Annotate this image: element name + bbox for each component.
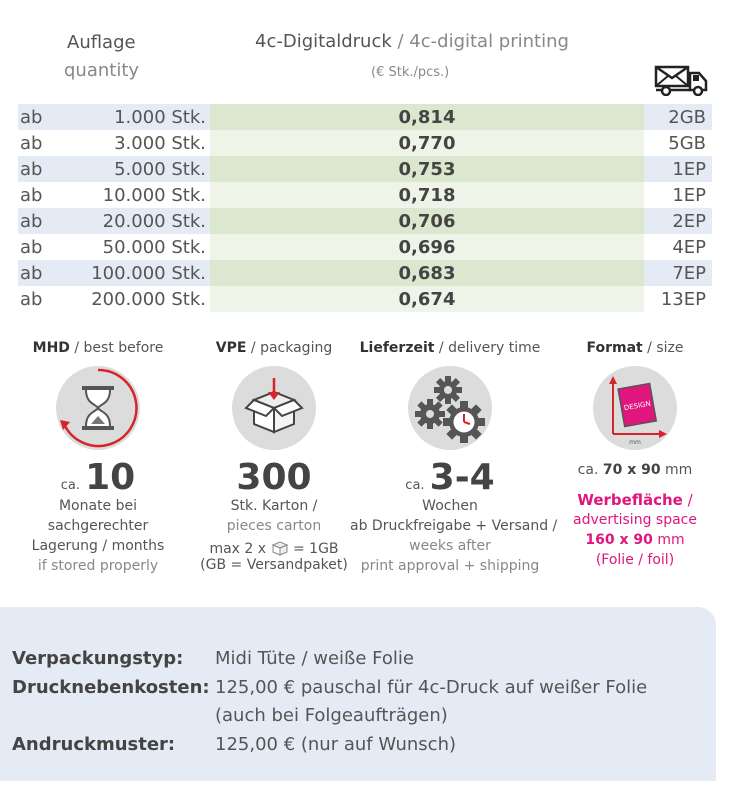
vpe-line2: pieces carton <box>226 518 322 534</box>
mhd-line2: sachgerechter <box>47 518 149 534</box>
mhd-ca: ca. <box>60 478 81 493</box>
vpe-note: max 2 x = 1GB <box>209 541 339 557</box>
row-shipping: 13EP <box>644 286 712 312</box>
table-row <box>18 182 712 208</box>
delivery-column <box>350 340 558 576</box>
mhd-line3: Lagerung / months <box>31 538 165 554</box>
row-prefix: ab <box>18 286 50 312</box>
vpe-title: VPE / packaging <box>215 340 333 356</box>
format-ad-size: 160 x 90 mm <box>585 532 685 548</box>
mhd-line4: if stored properly <box>37 558 159 574</box>
row-quantity: 20.000 Stk. <box>50 208 210 234</box>
table-row <box>18 208 712 234</box>
price-header-en: 4c-digital printing <box>409 31 569 52</box>
packaging-value: Midi Tüte / weiße Folie <box>215 648 414 669</box>
row-price: 0,674 <box>210 286 644 312</box>
mhd-column <box>20 340 176 576</box>
row-shipping: 2EP <box>644 208 712 234</box>
costs-row <box>12 677 647 698</box>
vpe-value: 300 <box>236 457 312 498</box>
delivery-ca: ca. <box>405 478 425 493</box>
delivery-line2: ab Druckfreigabe + Versand / <box>350 518 558 534</box>
row-quantity: 1.000 Stk. <box>50 104 210 130</box>
mhd-value: 10 <box>85 457 136 498</box>
delivery-title: Lieferzeit / delivery time <box>359 340 541 356</box>
row-prefix: ab <box>18 104 50 130</box>
mhd-line1: Monate bei <box>58 498 138 514</box>
row-price: 0,706 <box>210 208 644 234</box>
row-price: 0,683 <box>210 260 644 286</box>
row-prefix: ab <box>18 182 50 208</box>
table-row <box>18 104 712 130</box>
delivery-line1: Wochen <box>422 498 478 514</box>
row-shipping: 5GB <box>644 130 712 156</box>
small-box-icon <box>271 540 289 556</box>
shipping-truck-icon <box>654 64 708 96</box>
quantity-header-de: Auflage <box>67 32 136 53</box>
price-unit: (€ Stk./pcs.) <box>371 65 450 80</box>
packaging-label: Verpackungstyp: <box>12 648 184 669</box>
proof-value: 125,00 € (nur auf Wunsch) <box>215 734 457 755</box>
row-shipping: 1EP <box>644 182 712 208</box>
row-prefix: ab <box>18 156 50 182</box>
row-quantity: 200.000 Stk. <box>50 286 210 312</box>
row-shipping: 2GB <box>644 104 712 130</box>
row-price: 0,718 <box>210 182 644 208</box>
info-panel <box>0 607 716 781</box>
row-quantity: 3.000 Stk. <box>50 130 210 156</box>
row-shipping: 7EP <box>644 260 712 286</box>
row-quantity: 5.000 Stk. <box>50 156 210 182</box>
row-prefix: ab <box>18 234 50 260</box>
price-header-de: 4c-Digitaldruck <box>255 31 392 52</box>
vpe-line1: Stk. Karton / <box>230 498 318 514</box>
packaging-row <box>12 648 414 669</box>
row-prefix: ab <box>18 260 50 286</box>
vpe-column <box>196 340 352 573</box>
table-row <box>18 156 712 182</box>
mhd-value-line <box>20 457 176 498</box>
row-prefix: ab <box>18 130 50 156</box>
delivery-line4: print approval + shipping <box>360 558 540 574</box>
price-table <box>18 104 712 312</box>
costs-row-2 <box>12 705 448 726</box>
proof-label: Andruckmuster: <box>12 734 176 755</box>
format-ad-title: Werbefläche / <box>577 491 693 509</box>
table-row <box>18 130 712 156</box>
price-header <box>255 31 569 52</box>
costs-value-2: (auch bei Folgeaufträgen) <box>215 705 448 726</box>
costs-value: 125,00 € pauschal für 4c-Druck auf weißer Folie <box>215 677 648 698</box>
row-quantity: 100.000 Stk. <box>50 260 210 286</box>
row-price: 0,753 <box>210 156 644 182</box>
svg-text:DESIGN: DESIGN <box>623 399 652 413</box>
mhd-title: MHD / best before <box>32 340 164 356</box>
row-quantity: 50.000 Stk. <box>50 234 210 260</box>
format-ad-en: advertising space <box>573 512 697 528</box>
format-size-line: ca. 70 x 90 mm <box>577 462 693 478</box>
delivery-line3: weeks after <box>409 538 491 554</box>
hourglass-icon <box>56 366 140 450</box>
box-icon <box>232 366 316 450</box>
format-column <box>564 340 706 570</box>
table-row <box>18 260 712 286</box>
row-price: 0,814 <box>210 104 644 130</box>
table-row <box>18 234 712 260</box>
row-price: 0,696 <box>210 234 644 260</box>
vpe-note2: (GB = Versandpaket) <box>200 557 348 573</box>
format-title: Format / size <box>586 340 684 356</box>
format-size-icon <box>593 366 677 450</box>
delivery-value: 3-4 <box>429 457 495 498</box>
proof-row <box>12 734 456 755</box>
svg-text:mm: mm <box>629 439 641 446</box>
row-shipping: 4EP <box>644 234 712 260</box>
row-shipping: 1EP <box>644 156 712 182</box>
row-prefix: ab <box>18 208 50 234</box>
format-ad-note: (Folie / foil) <box>595 552 675 568</box>
row-price: 0,770 <box>210 130 644 156</box>
quantity-header-en: quantity <box>64 60 140 81</box>
row-quantity: 10.000 Stk. <box>50 182 210 208</box>
costs-label: Drucknebenkosten: <box>12 677 210 698</box>
gears-clock-icon <box>408 366 492 450</box>
table-row <box>18 286 712 312</box>
price-header-separator: / <box>391 31 410 52</box>
